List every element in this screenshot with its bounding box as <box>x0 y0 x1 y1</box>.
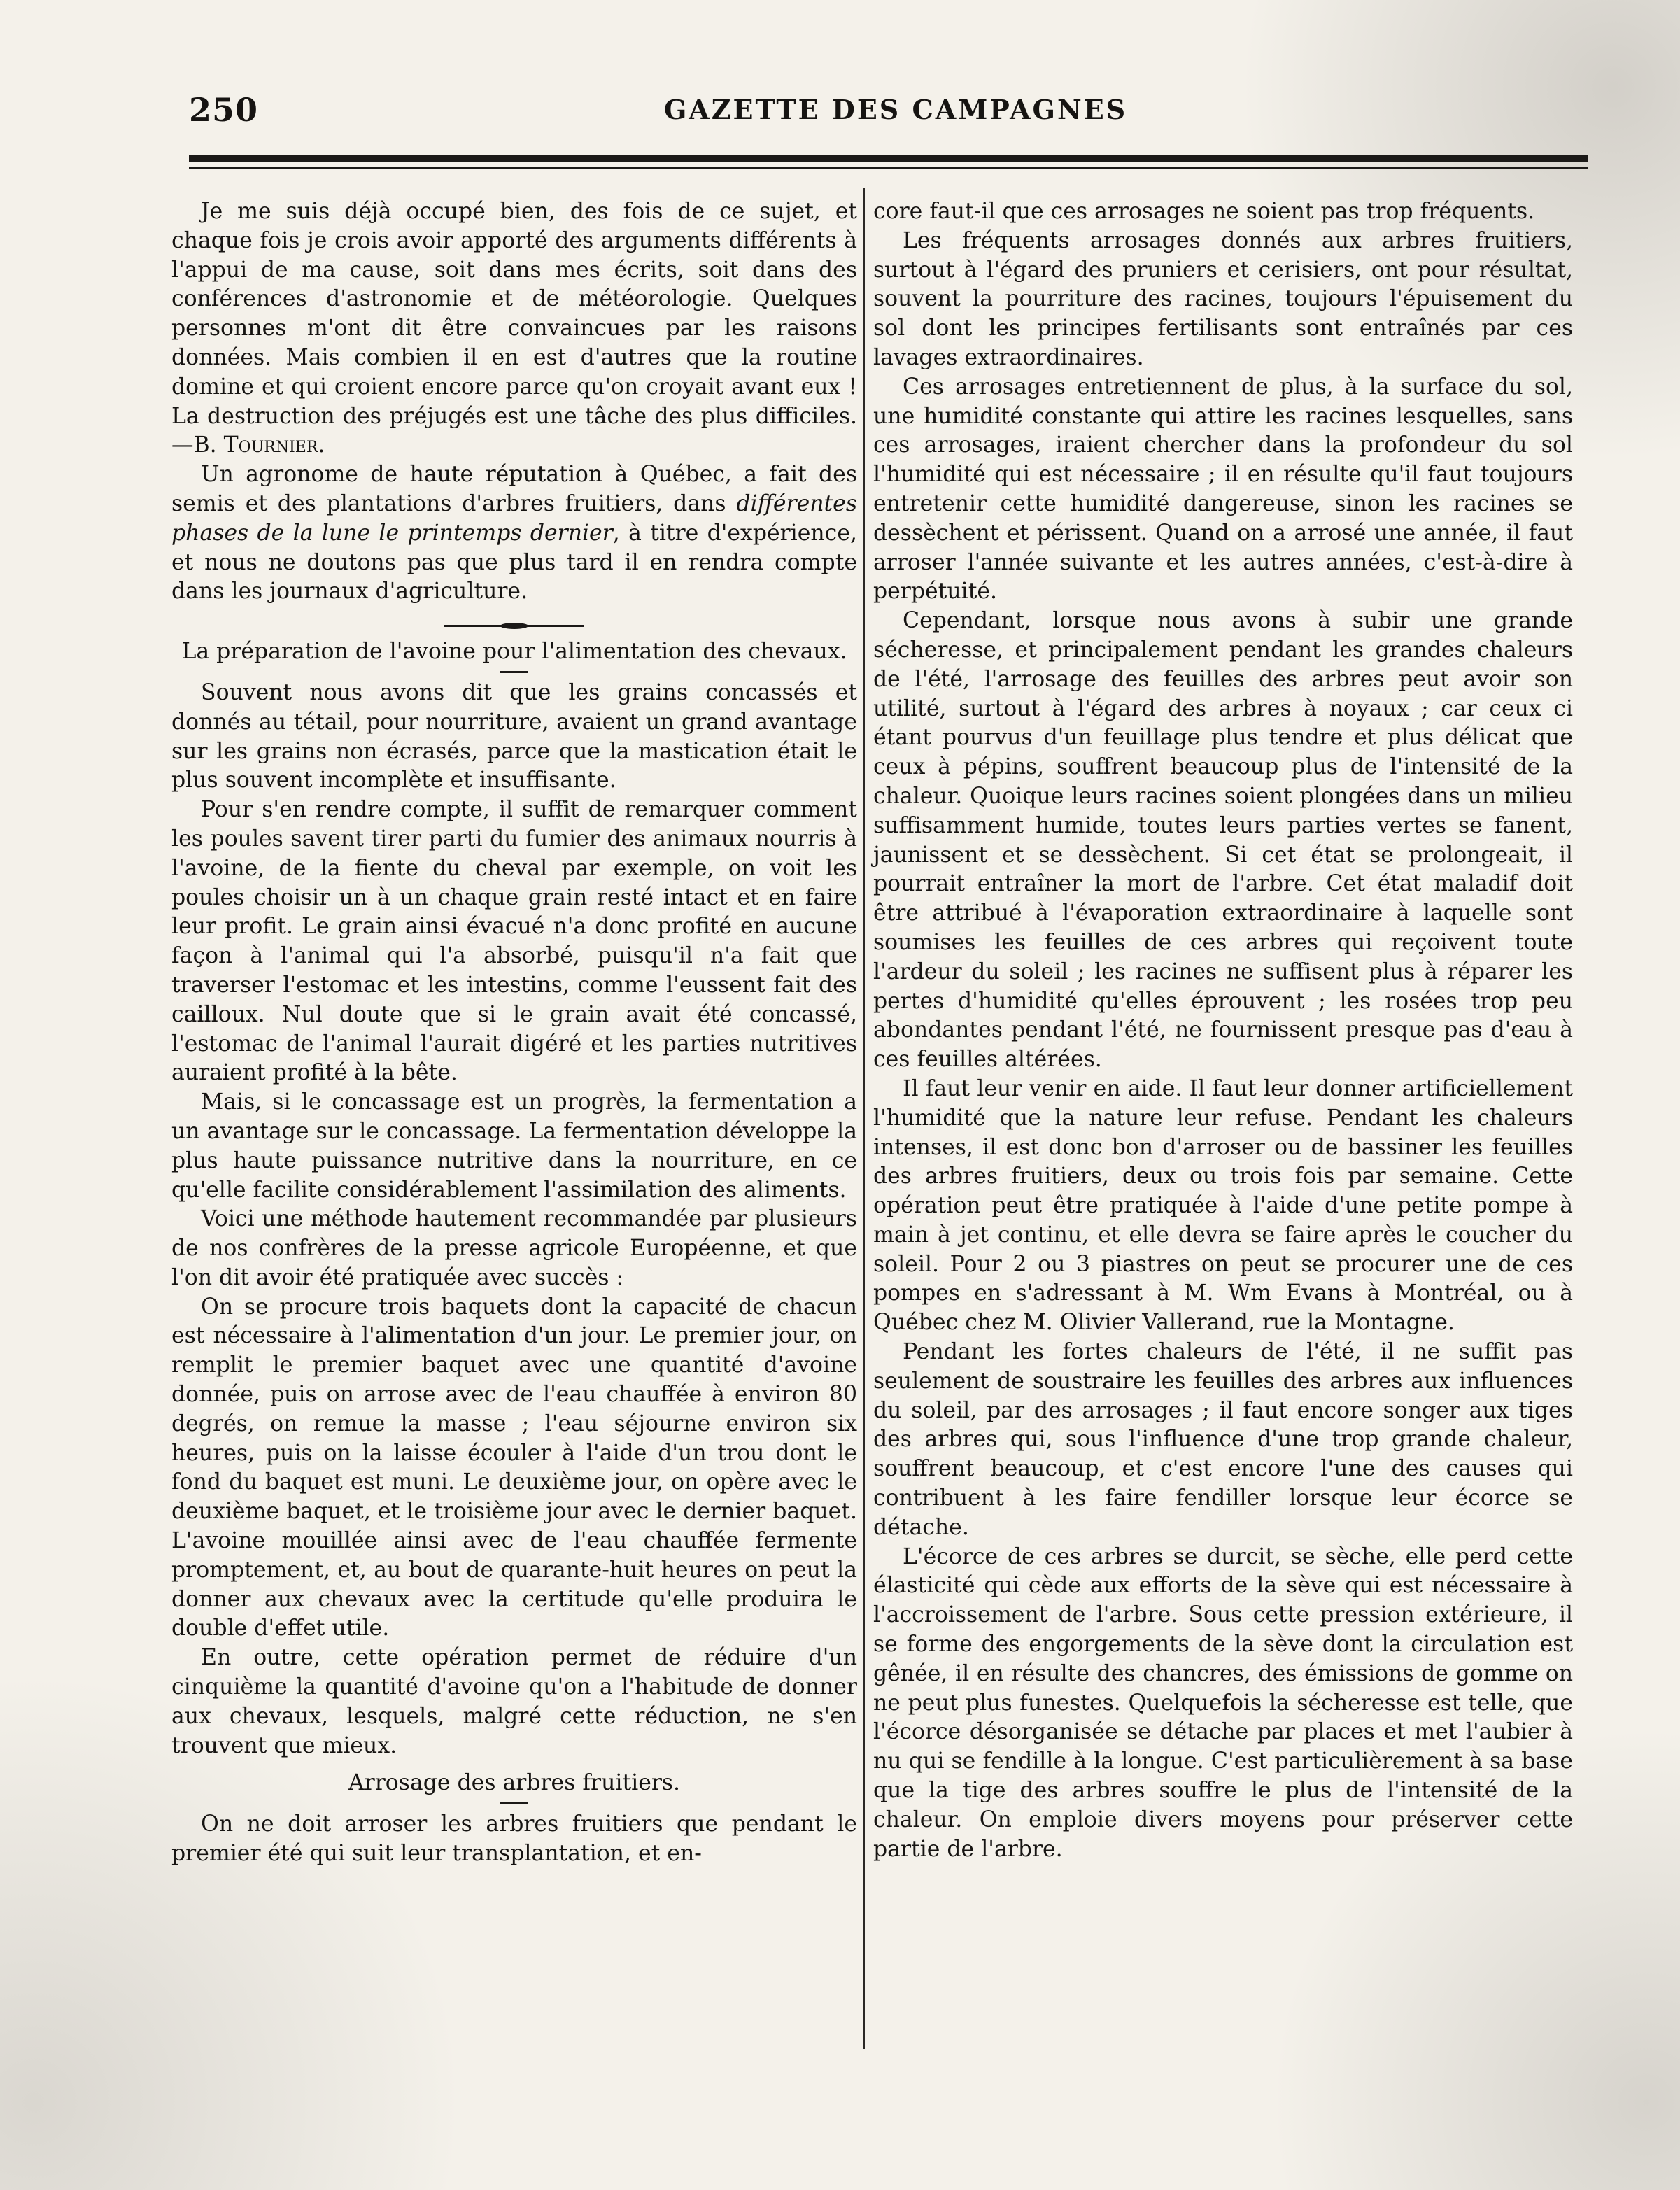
left-paragraph-1 <box>171 197 857 460</box>
article-heading-watering: Arrosage des arbres fruitiers. <box>348 1770 681 1796</box>
column-divider <box>863 188 865 2049</box>
author-signature: B. Tournier. <box>193 432 325 458</box>
left-p1-text: Je me suis déjà occupé bien, des fois de ce sujet, et chaque fois je crois avoir apporté des arguments différents à l'appui de ma cause, soit dans mes écrits, soit dans des conférences d'astronomie et de météorologie. Quelques personnes m'ont dit être convaincues par les raisons données. Mais combien il en est d'autres que la routine domine et qui croient encore parce qu'on croyait avant eux ! La destruction des préjugés est une tâche des plus difficiles.— <box>171 199 857 458</box>
left-paragraph-4: Pour s'en rendre compte, il suffit de remarquer comment les poules savent tirer parti du fumier des animaux nourris à l'avoine, de la fiente du cheval par exemple, on voit les poules choisir un à un chaque grain resté intact et en faire leur profit. Le grain ainsi évacué n'a donc profité en aucune façon à l'animal qui l'a absorbé, puisqu'il n'a fait que traverser l'estomac et les intestins, comme l'eussent fait des cailloux. Nul doute que si le grain avait été concassé, l'estomac de l'animal l'aurait digéré et les parties nutritives auraient profité à la bête. <box>171 797 857 1086</box>
header-rule-thick <box>189 155 1588 162</box>
journal-title: GAZETTE DES CAMPAGNES <box>663 94 1128 125</box>
right-paragraph-5: Il faut leur venir en aide. Il faut leur donner artificiellement l'humidité que la nature leur refuse. Pendant les chaleurs intenses, il est donc bon d'arroser ou de bassiner les feuilles des arbres fruitiers, deux ou trois fois par semaine. Cette opération peut être pratiquée à l'aide d'une petite pompe à main à jet continu, et elle devra se faire après le coucher du soleil. Pour 2 ou 3 piastres on peut se procurer une de ces pompes en s'adressant à M. Wm Evans à Montréal, ou à Québec chez M. Olivier Vallerand, rue la Montagne. <box>873 1075 1573 1336</box>
header-rule-thin <box>189 167 1588 169</box>
left-paragraph-3: Souvent nous avons dit que les grains concassés et donnés au tétail, pour nourriture, avaient un grand avantage sur les grains non écrasés, parce que la mastication était le plus souvent incomplète et insuffisante. <box>171 679 857 793</box>
right-paragraph-2: Les fréquents arrosages donnés aux arbres fruitiers, surtout à l'égard des pruniers et cerisiers, ont pour résultat, souvent la pourriture des racines, toujours l'épuisement du sol dont les principes fertilisants sont entraînés par ces lavages extraordinaires. <box>873 227 1573 370</box>
heading-dash <box>500 671 528 673</box>
right-paragraph-4: Cependant, lorsque nous avons à subir une grande sécheresse, et principalement pendant les grandes chaleurs de l'été, l'arrosage des feuilles des arbres peut avoir son utilité, surtout à l'égard des arbres à noyaux ; car ceux ci étant pourvus d'un feuillage plus tendre et plus délicat que ceux à pépins, souffrent beaucoup plus de l'intensité de la chaleur. Quoique leurs racines soient plongées dans un milieu suffisamment humide, toutes leurs parties vertes se fanent, jaunissent et se dessèchent. Si cet état se prolongeait, il pourrait entraîner la mort de l'arbre. Cet état maladif doit être attribué à l'évaporation extraordinaire à laquelle sont soumises les feuilles de ces arbres qui reçoivent toute l'ardeur du soleil ; les racines ne suffisent plus à réparer les pertes d'humidité qu'elles éprouvent ; les rosées trop peu abondantes pendant l'été, ne fournissent presque pas d'eau à ces feuilles altérées. <box>873 608 1573 1073</box>
right-paragraph-6: Pendant les fortes chaleurs de l'été, il ne suffit pas seulement de soustraire les feuilles des arbres aux influences du soleil, par des arrosages ; il faut encore songer aux tiges des arbres qui, sous l'influence d'une trop grande chaleur, souffrent beaucoup, et c'est encore l'une des causes qui contribuent à les faire fendiller lorsque leur écorce se détache. <box>873 1339 1573 1540</box>
left-paragraph-6: Voici une méthode hautement recommandée par plusieurs de nos confrères de la presse agricole Européenne, et que l'on dit avoir été pratiquée avec succès : <box>171 1206 857 1290</box>
left-p2-italic: différentes phases de la lune le printemps dernier <box>171 490 857 546</box>
right-paragraph-3: Ces arrosages entretiennent de plus, à la surface du sol, une humidité constante qui attire les racines lesquelles, sans ces arrosages, iraient chercher dans la profondeur du sol l'humidité qui est nécessaire ; il en résulte qu'il faut toujours entretenir cette humidité dangereuse, sinon les racines se dessèchent et périssent. Quand on a arrosé une année, il faut arroser l'année suivante et les autres années, c'est-à-dire à perpétuité. <box>873 374 1573 605</box>
page-number: 250 <box>189 91 259 129</box>
left-p2-text-a: Un agronome de haute réputation à Québec, a fait des semis et des plantations d'arbres fruitiers, dans <box>171 462 857 516</box>
left-paragraph-2 <box>171 460 857 607</box>
right-column <box>873 197 1573 1864</box>
left-column <box>171 197 857 1869</box>
left-paragraph-9: On ne doit arroser les arbres fruitiers que pendant le premier été qui suit leur transplantation, et en- <box>171 1811 857 1867</box>
left-paragraph-8: En outre, cette opération permet de réduire d'un cinquième la quantité d'avoine qu'on a l'habitude de donner aux chevaux, lesquels, malgré cette réduction, ne s'en trouvent que mieux. <box>171 1645 857 1758</box>
page-header <box>189 91 1602 133</box>
left-paragraph-7: On se procure trois baquets dont la capacité de chacun est nécessaire à l'alimentation d'un jour. Le premier jour, on remplit le premier baquet avec une quantité d'avoine donnée, puis on arrose avec de l'eau chauffée à environ 80 degrés, on remue la masse ; l'eau séjourne environ six heures, puis on la laisse écouler à l'aide d'un trou dont le fond du baquet est muni. Le deuxième jour, on opère avec le deuxième baquet, et le troisième jour avec le dernier baquet. L'avoine mouillée ainsi avec de l'eau chauffée fermente promptement, et, au bout de quarante-huit heures on peut la donner aux chevaux avec la certitude qu'elle produira le double d'effet utile. <box>171 1294 857 1641</box>
section-separator <box>444 621 584 630</box>
left-paragraph-5: Mais, si le concassage est un progrès, la fermentation a un avantage sur le concassage. La fermentation développe la plus haute puissance nutritive dans la nourriture, en ce qu'elle facilite considérablement l'assimilation des aliments. <box>171 1089 857 1203</box>
right-paragraph-7: L'écorce de ces arbres se durcit, se sèche, elle perd cette élasticité qui cède aux efforts de la sève qui est nécessaire à l'accroissement de l'arbre. Sous cette pression extérieure, il se forme des engorgements de la sève dont la circulation est gênée, il en résulte des chancres, des émissions de gomme on ne peut plus funestes. Quelquefois la sécheresse est telle, que l'écorce désorganisée se détache par places et met l'aubier à nu qui se fendille à la longue. C'est particulièrement à sa base que la tige des arbres souffre le plus de l'intensité de la chaleur. On emploie divers moyens pour préserver cette partie de l'arbre. <box>873 1543 1573 1862</box>
article-heading-oats: La préparation de l'avoine pour l'alimentation des chevaux. <box>181 639 847 665</box>
left-p2-text-b: , à titre d'expérience, et nous ne doutons pas que plus tard il en rendra compte dans les journaux d'agriculture. <box>171 520 857 605</box>
right-paragraph-1: core faut-il que ces arrosages ne soient pas trop fréquents. <box>873 199 1535 224</box>
heading-dash <box>500 1802 528 1804</box>
spacer <box>171 1760 857 1769</box>
